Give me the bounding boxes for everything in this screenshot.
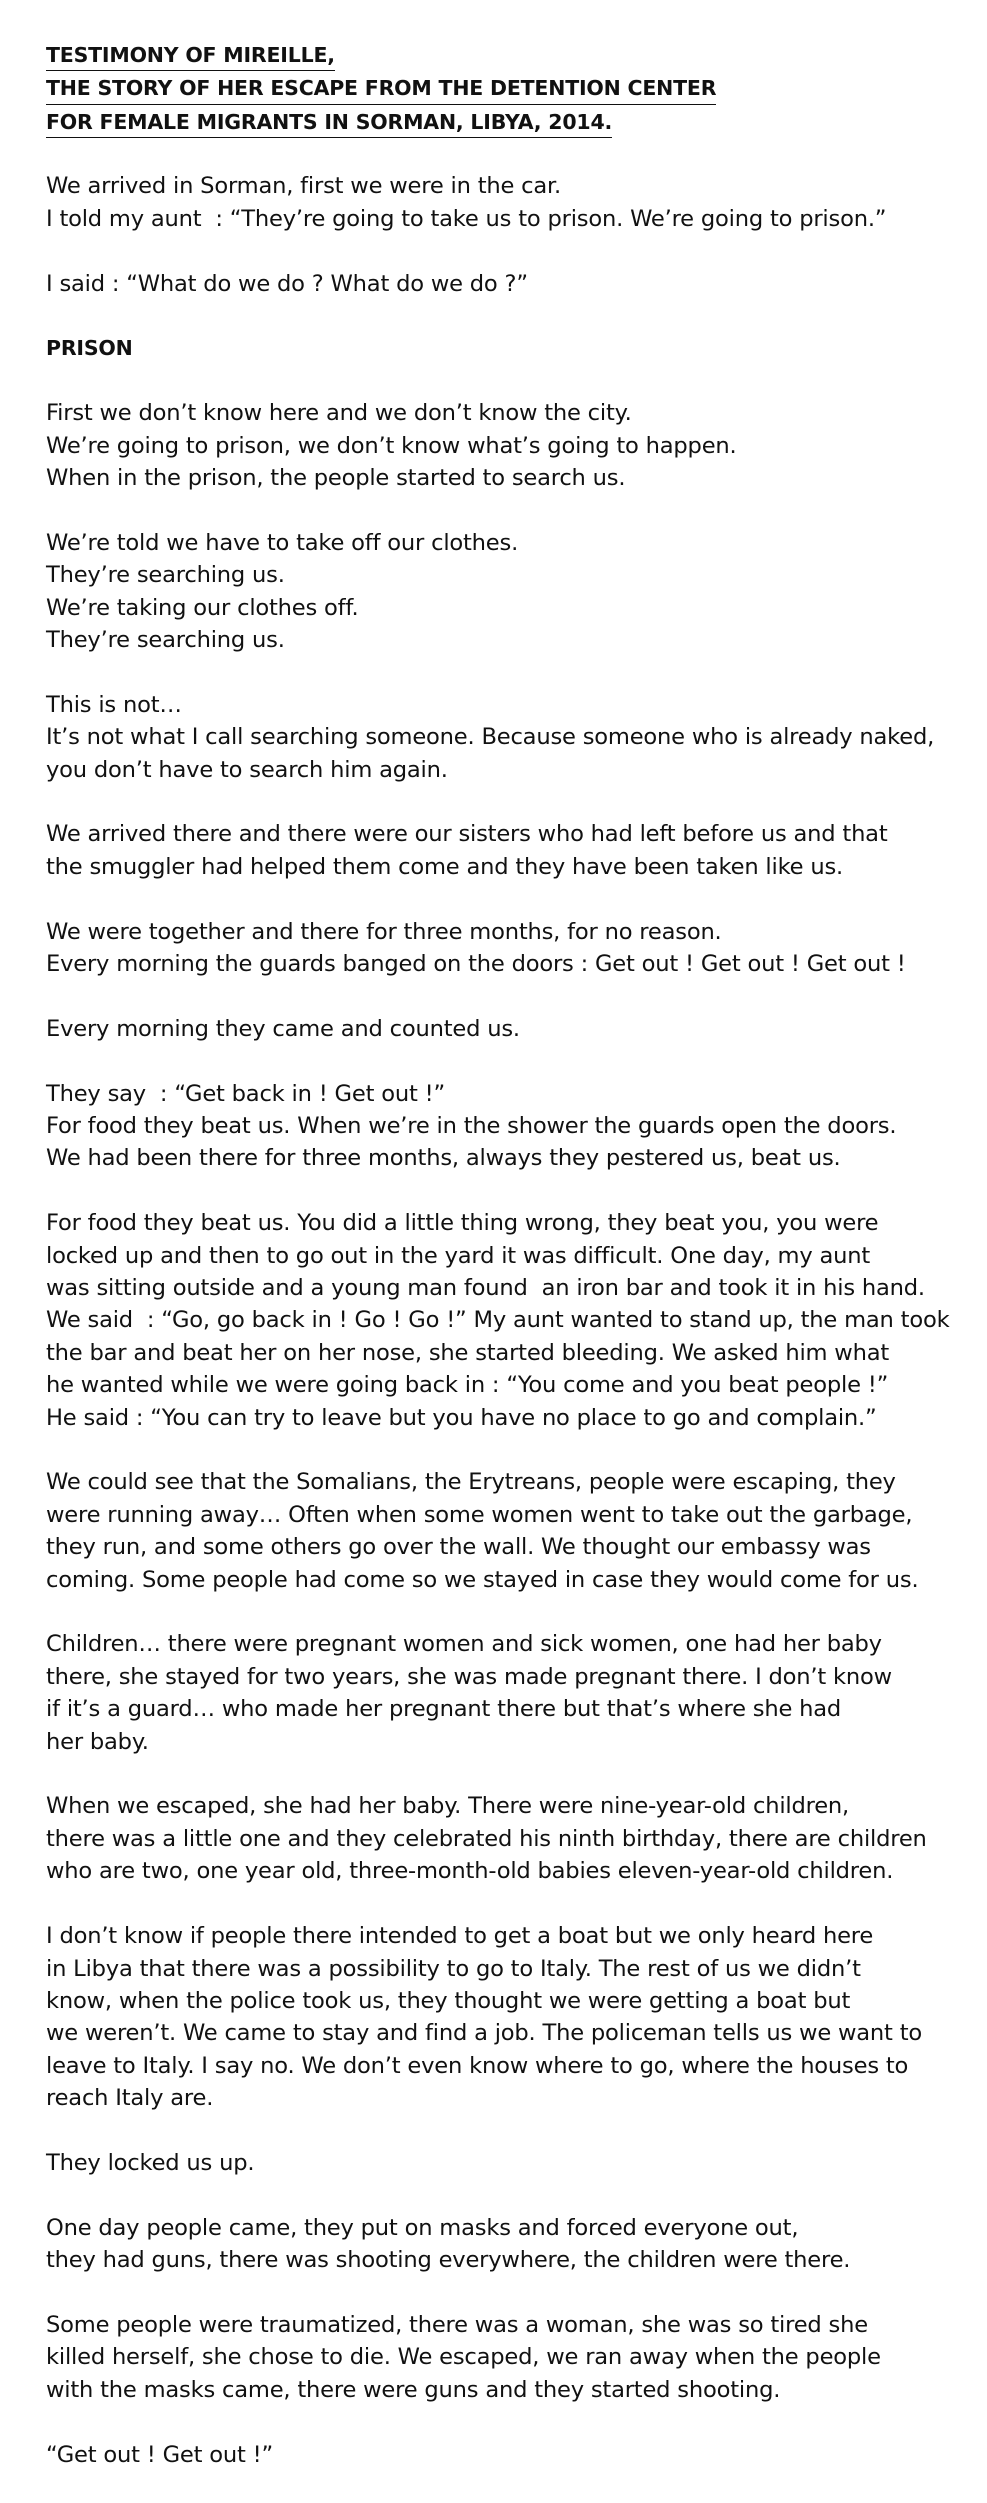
paragraph: [46, 818, 946, 883]
text-line: First we don’t know here and we don’t know the city.: [46, 400, 632, 427]
text-line: They locked us up.: [46, 2149, 255, 2176]
paragraph: [46, 1207, 950, 1434]
text-line: coming. Some people had come so we stayed in case they would come for us.: [46, 1566, 919, 1593]
text-line: When in the prison, the people started to search us.: [46, 464, 626, 491]
text-line: For food they beat us. When we’re in the shower the guards open the doors.: [46, 1113, 897, 1140]
text-line: We arrived there and there were our sisters who had left before us and that: [46, 821, 888, 848]
text-line: I said : “What do we do ? What do we do ?”: [46, 270, 528, 297]
text-line: Every morning the guards banged on the doors : Get out ! Get out ! Get out !: [46, 951, 906, 978]
title-line: TESTIMONY OF MIREILLE,: [46, 40, 335, 71]
text-line: We said : “Go, go back in ! Go ! Go !” My aunt wanted to stand up, the man took: [46, 1307, 950, 1334]
text-line: there, she stayed for two years, she was made pregnant there. I don’t know: [46, 1663, 892, 1690]
text-line: if it’s a guard… who made her pregnant there but that’s where she had: [46, 1696, 842, 1723]
text-line: they run, and some others go over the wall. We thought our embassy was: [46, 1534, 871, 1561]
paragraph: [46, 2147, 946, 2179]
text-line: We’re taking our clothes off.: [46, 594, 359, 621]
paragraph: [46, 1013, 946, 1045]
document-title: [46, 40, 946, 138]
paragraph: [46, 1628, 946, 1758]
text-line: They’re searching us.: [46, 627, 285, 653]
title-line: THE STORY OF HER ESCAPE FROM THE DETENTION CENTER: [46, 73, 716, 104]
text-line: you don’t have to search him again.: [46, 756, 448, 783]
paragraph: [46, 1790, 946, 1887]
paragraph-question: [46, 268, 946, 300]
text-line: We had been there for three months, always they pestered us, beat us.: [46, 1145, 841, 1172]
paragraph: [46, 397, 946, 494]
paragraph: [46, 2309, 946, 2406]
text-line: reach Italy are.: [46, 2085, 214, 2112]
paragraph: [46, 527, 946, 657]
text-line: there was a little one and they celebrated his ninth birthday, there are children: [46, 1825, 927, 1852]
text-line: We arrived in Sorman, first we were in the car.: [46, 173, 562, 200]
text-line: we weren’t. We came to stay and find a job. The policeman tells us we want to: [46, 2020, 922, 2047]
text-line: “Get out ! Get out !”: [46, 2441, 273, 2468]
text-line: was sitting outside and a young man found an iron bar and took it in his hand.: [46, 1275, 925, 1302]
text-line: the bar and beat her on her nose, she started bleeding. We asked him what: [46, 1339, 890, 1366]
text-line: They’re searching us.: [46, 562, 285, 589]
paragraph: [46, 2439, 946, 2471]
paragraph: [46, 1920, 946, 2114]
text-line: One day people came, they put on masks and forced everyone out,: [46, 2214, 799, 2241]
text-line: This is not…: [46, 691, 182, 718]
paragraph: [46, 2212, 946, 2277]
text-line: We were together and there for three months, for no reason.: [46, 918, 722, 945]
text-line: leave to Italy. I say no. We don’t even know where to go, where the houses to: [46, 2052, 909, 2079]
paragraph: [46, 689, 946, 786]
paragraph: [46, 916, 946, 981]
paragraph-arrival: [46, 170, 946, 235]
paragraph: [46, 1466, 946, 1596]
text-line: were running away… Often when some women went to take out the garbage,: [46, 1501, 913, 1528]
text-line: We’re going to prison, we don’t know what’s going to happen.: [46, 432, 737, 459]
text-line: They say : “Get back in ! Get out !”: [46, 1080, 445, 1107]
text-line: locked up and then to go out in the yard it was difficult. One day, my aunt: [46, 1242, 871, 1269]
text-line: When we escaped, she had her baby. There were nine-year-old children,: [46, 1793, 850, 1820]
paragraph: [46, 1078, 946, 1175]
text-line: It’s not what I call searching someone. Because someone who is already naked,: [46, 724, 935, 751]
text-line: he wanted while we were going back in : “You come and you beat people !”: [46, 1372, 889, 1399]
text-line: We’re told we have to take off our clothes.: [46, 529, 519, 556]
title-line: FOR FEMALE MIGRANTS IN SORMAN, LIBYA, 2014.: [46, 107, 612, 138]
text-line: Children… there were pregnant women and sick women, one had her baby: [46, 1631, 882, 1658]
section-heading-prison: PRISON: [46, 336, 133, 361]
text-line: with the masks came, there were guns and they started shooting.: [46, 2376, 781, 2403]
text-line: killed herself, she chose to die. We escaped, we ran away when the people: [46, 2344, 881, 2371]
text-line: who are two, one year old, three-month-old babies eleven-year-old children.: [46, 1858, 894, 1885]
text-line: know, when the police took us, they thought we were getting a boat but: [46, 1987, 851, 2014]
text-line: He said : “You can try to leave but you have no place to go and complain.”: [46, 1404, 877, 1431]
text-line: I told my aunt : “They’re going to take us to prison. We’re going to prison.”: [46, 205, 887, 232]
text-line: For food they beat us. You did a little thing wrong, they beat you, you were: [46, 1210, 879, 1237]
text-line: the smuggler had helped them come and they have been taken like us.: [46, 853, 844, 880]
text-line: We could see that the Somalians, the Erytreans, people were escaping, they: [46, 1469, 896, 1496]
text-line: her baby.: [46, 1728, 149, 1755]
testimony-document: [46, 40, 950, 2503]
text-line: Some people were traumatized, there was a woman, she was so tired she: [46, 2311, 868, 2338]
text-line: in Libya that there was a possibility to go to Italy. The rest of us we didn’t: [46, 1955, 861, 1982]
text-line: they had guns, there was shooting everywhere, the children were there.: [46, 2247, 851, 2274]
text-line: Every morning they came and counted us.: [46, 1015, 520, 1042]
text-line: I don’t know if people there intended to get a boat but we only heard here: [46, 1923, 874, 1950]
